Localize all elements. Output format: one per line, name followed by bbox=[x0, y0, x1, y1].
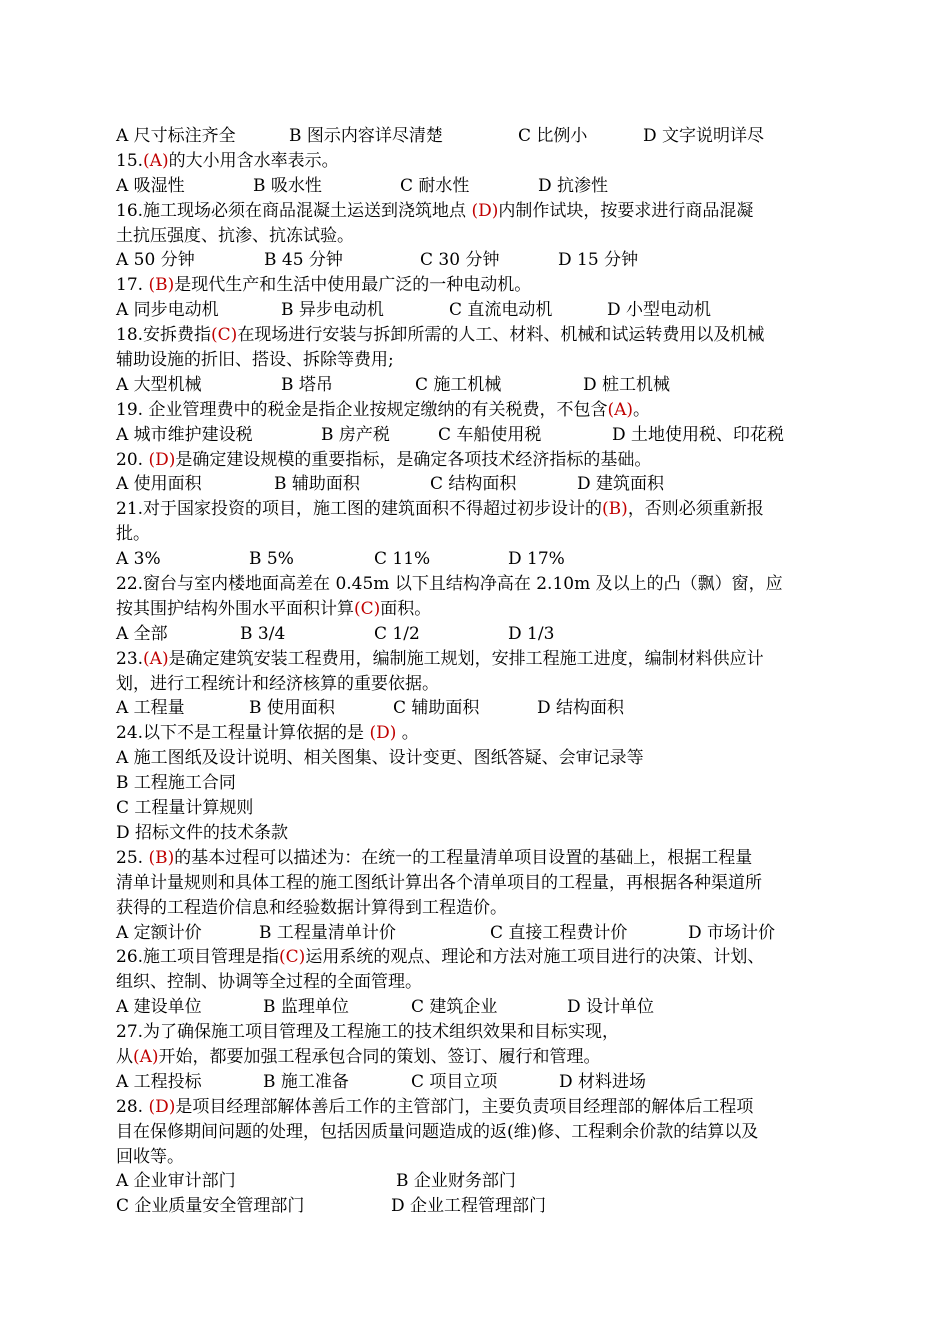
text-line: 27.为了确保施工项目管理及工程施工的技术组织效果和目标实现， bbox=[116, 1022, 620, 1043]
answer-option: D 1/3 bbox=[508, 623, 555, 644]
question-line bbox=[116, 721, 856, 746]
answer-option: A 定额计价 bbox=[116, 922, 202, 943]
answer-option: A 工程量 bbox=[116, 698, 185, 719]
answer-option: D 文字说明详尽 bbox=[643, 126, 765, 146]
answer-option: B 5% bbox=[249, 549, 294, 570]
answer-option: D 小型电动机 bbox=[607, 300, 712, 321]
answer-mark: (B) bbox=[148, 275, 175, 296]
question-line bbox=[116, 199, 856, 224]
answer-mark: (C) bbox=[211, 325, 238, 346]
options-row bbox=[116, 124, 856, 149]
question-text: 开始，都要加强工程承包合同的策划、签订、履行和管理。 bbox=[158, 1046, 601, 1067]
answer-option: D 抗渗性 bbox=[538, 175, 609, 196]
question-text: 是确定建设规模的重要指标，是确定各项技术经济指标的基础。 bbox=[175, 449, 652, 470]
answer-option: B 监理单位 bbox=[263, 997, 349, 1018]
answer-option: C 车船使用税 bbox=[438, 424, 542, 445]
answer-option: B 塔吊 bbox=[281, 374, 333, 395]
question-line bbox=[116, 448, 856, 473]
question-text: 17. bbox=[116, 275, 149, 296]
question-text: 19. 企业管理费中的税金是指企业按规定缴纳的有关税费，不包含 bbox=[116, 399, 608, 420]
answer-mark: (D) bbox=[471, 200, 499, 221]
answer-option: C 施工机械 bbox=[415, 374, 502, 395]
answer-option: B 吸水性 bbox=[253, 175, 322, 196]
answer-option: A 尺寸标注齐全 bbox=[116, 126, 236, 146]
question-line bbox=[116, 398, 856, 423]
answer-mark: (A) bbox=[143, 648, 169, 669]
answer-option: C 1/2 bbox=[374, 623, 420, 644]
answer-option: B 45 分钟 bbox=[264, 250, 343, 271]
question-text: 25. bbox=[116, 847, 149, 868]
answer-option: D 土地使用税、印花税 bbox=[612, 424, 785, 445]
answer-mark: (A) bbox=[143, 150, 169, 171]
answer-option: B 企业财务部门 bbox=[396, 1171, 516, 1192]
question-text: 内制作试块，按要求进行商品混凝 bbox=[498, 200, 754, 221]
answer-option: B 使用面积 bbox=[249, 698, 335, 719]
question-text: 24.以下不是工程量计算依据的是 bbox=[116, 723, 370, 744]
options-row bbox=[116, 547, 856, 572]
text-line: B 工程施工合同 bbox=[116, 773, 236, 794]
question-text: 运用系统的观点、理论和方法对施工项目进行的决策、计划、 bbox=[305, 947, 765, 968]
answer-option: B 房产税 bbox=[321, 424, 390, 445]
question-text: 是项目经理部解体善后工作的主管部门，主要负责项目经理部的解体后工程项 bbox=[175, 1096, 754, 1117]
answer-option: D 17% bbox=[508, 549, 565, 570]
options-row bbox=[116, 373, 856, 398]
text-line: 清单计量规则和具体工程的施工图纸计算出各个清单项目的工程量，再根据各种渠道所 bbox=[116, 872, 762, 893]
question-text: 是确定建筑安装工程费用，编制施工规划，安排工程施工进度，编制材料供应计 bbox=[168, 648, 764, 669]
answer-option: C 耐水性 bbox=[400, 175, 470, 196]
answer-option: D 桩工机械 bbox=[583, 374, 671, 395]
question-line bbox=[116, 597, 856, 622]
text-line: 土抗压强度、抗渗、抗冻试验。 bbox=[116, 225, 354, 246]
question-line bbox=[116, 149, 856, 174]
answer-option: D 建筑面积 bbox=[577, 474, 665, 495]
answer-option: A 企业审计部门 bbox=[116, 1171, 236, 1192]
options-row bbox=[116, 921, 856, 946]
answer-mark: (A) bbox=[607, 399, 633, 420]
question-line bbox=[116, 945, 856, 970]
question-text: 15. bbox=[116, 150, 144, 171]
text-line: C 工程量计算规则 bbox=[116, 798, 254, 819]
answer-mark: (A) bbox=[133, 1046, 159, 1067]
question-text: 从 bbox=[116, 1046, 133, 1067]
question-line bbox=[116, 647, 856, 672]
answer-option: A 大型机械 bbox=[116, 374, 202, 395]
answer-option: C 辅助面积 bbox=[393, 698, 480, 719]
answer-option: A 吸湿性 bbox=[116, 175, 185, 196]
question-text: 的大小用含水率表示。 bbox=[168, 150, 339, 171]
options-row bbox=[116, 995, 856, 1020]
options-row bbox=[116, 696, 856, 721]
answer-option: C 建筑企业 bbox=[411, 997, 498, 1018]
question-text: 是现代生产和生活中使用最广泛的一种电动机。 bbox=[174, 275, 532, 296]
text-line: 批。 bbox=[116, 524, 150, 545]
question-line bbox=[116, 846, 856, 871]
options-row bbox=[116, 174, 856, 199]
text-line: 22.窗台与室内楼地面高差在 0.45m 以下且结构净高在 2.10m 及以上的凸（飘）窗，应 bbox=[116, 574, 783, 595]
question-text: 面积。 bbox=[380, 598, 432, 619]
answer-mark: (D) bbox=[148, 449, 176, 470]
text-line: 回收等。 bbox=[116, 1146, 184, 1167]
answer-option: C 11% bbox=[374, 549, 431, 570]
answer-option: C 直流电动机 bbox=[449, 300, 553, 321]
answer-option: B 辅助面积 bbox=[274, 474, 360, 495]
answer-mark: (B) bbox=[602, 499, 628, 520]
answer-option: D 企业工程管理部门 bbox=[391, 1196, 547, 1217]
answer-option: D 15 分钟 bbox=[558, 250, 639, 271]
question-text: 在现场进行安装与拆卸所需的人工、材料、机械和试运转费用以及机械 bbox=[237, 325, 765, 346]
answer-option: A 城市维护建设税 bbox=[116, 424, 253, 445]
question-text: 21.对于国家投资的项目，施工图的建筑面积不得超过初步设计的 bbox=[116, 499, 603, 520]
text-line: 获得的工程造价信息和经验数据计算得到工程造价。 bbox=[116, 897, 507, 918]
answer-mark: (B) bbox=[148, 847, 175, 868]
answer-option: A 使用面积 bbox=[116, 474, 202, 495]
answer-option: B 施工准备 bbox=[263, 1071, 349, 1092]
options-row bbox=[116, 298, 856, 323]
answer-option: D 市场计价 bbox=[688, 922, 776, 943]
question-line bbox=[116, 1095, 856, 1120]
answer-option: C 比例小 bbox=[518, 126, 588, 146]
question-text: 的基本过程可以描述为：在统一的工程量清单项目设置的基础上，根据工程量 bbox=[174, 847, 753, 868]
options-row bbox=[116, 472, 856, 497]
question-text: 。 bbox=[633, 399, 650, 420]
question-list bbox=[116, 124, 856, 1219]
text-line: 目在保修期间问题的处理，包括因质量问题造成的返(维)修、工程剩余价款的结算以及 bbox=[116, 1121, 759, 1142]
answer-option: B 异步电动机 bbox=[281, 300, 384, 321]
question-text: 28. bbox=[116, 1096, 149, 1117]
question-line bbox=[116, 273, 856, 298]
options-row bbox=[116, 1169, 856, 1194]
question-text: ，否则必须重新报 bbox=[627, 499, 764, 520]
answer-option: C 直接工程费计价 bbox=[490, 922, 628, 943]
options-row bbox=[116, 622, 856, 647]
options-row bbox=[116, 423, 856, 448]
answer-option: A 全部 bbox=[116, 623, 168, 644]
answer-option: A 同步电动机 bbox=[116, 300, 219, 321]
answer-option: A 工程投标 bbox=[116, 1071, 202, 1092]
question-line bbox=[116, 323, 856, 348]
question-text: 20. bbox=[116, 449, 149, 470]
answer-option: D 结构面积 bbox=[537, 698, 625, 719]
answer-mark: (D) bbox=[369, 723, 397, 744]
question-line bbox=[116, 497, 856, 522]
question-text: 26.施工项目管理是指 bbox=[116, 947, 280, 968]
options-row bbox=[116, 248, 856, 273]
text-line: D 招标文件的技术条款 bbox=[116, 822, 289, 843]
answer-mark: (C) bbox=[279, 947, 306, 968]
question-text: 按其围护结构外围水平面积计算 bbox=[116, 598, 354, 619]
options-row bbox=[116, 1194, 856, 1219]
answer-option: A 建设单位 bbox=[116, 997, 202, 1018]
options-row bbox=[116, 1070, 856, 1095]
question-line bbox=[116, 1045, 856, 1070]
answer-mark: (D) bbox=[148, 1096, 176, 1117]
answer-option: B 图示内容详尽清楚 bbox=[289, 126, 443, 146]
answer-option: C 项目立项 bbox=[411, 1071, 498, 1092]
text-line: 辅助设施的折旧、搭设、拆除等费用; bbox=[116, 350, 394, 371]
answer-option: D 材料进场 bbox=[559, 1071, 647, 1092]
question-text: 16.施工现场必须在商品混凝土运送到浇筑地点 bbox=[116, 200, 472, 221]
answer-option: C 结构面积 bbox=[430, 474, 517, 495]
answer-mark: (C) bbox=[354, 598, 381, 619]
question-text: 18.安拆费指 bbox=[116, 325, 212, 346]
answer-option: A 3% bbox=[116, 549, 161, 570]
answer-option: C 30 分钟 bbox=[420, 250, 500, 271]
text-line: 划，进行工程统计和经济核算的重要依据。 bbox=[116, 673, 439, 694]
answer-option: D 设计单位 bbox=[567, 997, 655, 1018]
question-text: 。 bbox=[396, 723, 419, 744]
answer-option: B 工程量清单计价 bbox=[259, 922, 396, 943]
answer-option: B 3/4 bbox=[240, 623, 286, 644]
question-text: 23. bbox=[116, 648, 144, 669]
answer-option: A 50 分钟 bbox=[116, 250, 195, 271]
text-line: 组织、控制、协调等全过程的全面管理。 bbox=[116, 972, 422, 993]
text-line: A 施工图纸及设计说明、相关图集、设计变更、图纸答疑、会审记录等 bbox=[116, 748, 644, 769]
answer-option: C 企业质量安全管理部门 bbox=[116, 1196, 305, 1217]
